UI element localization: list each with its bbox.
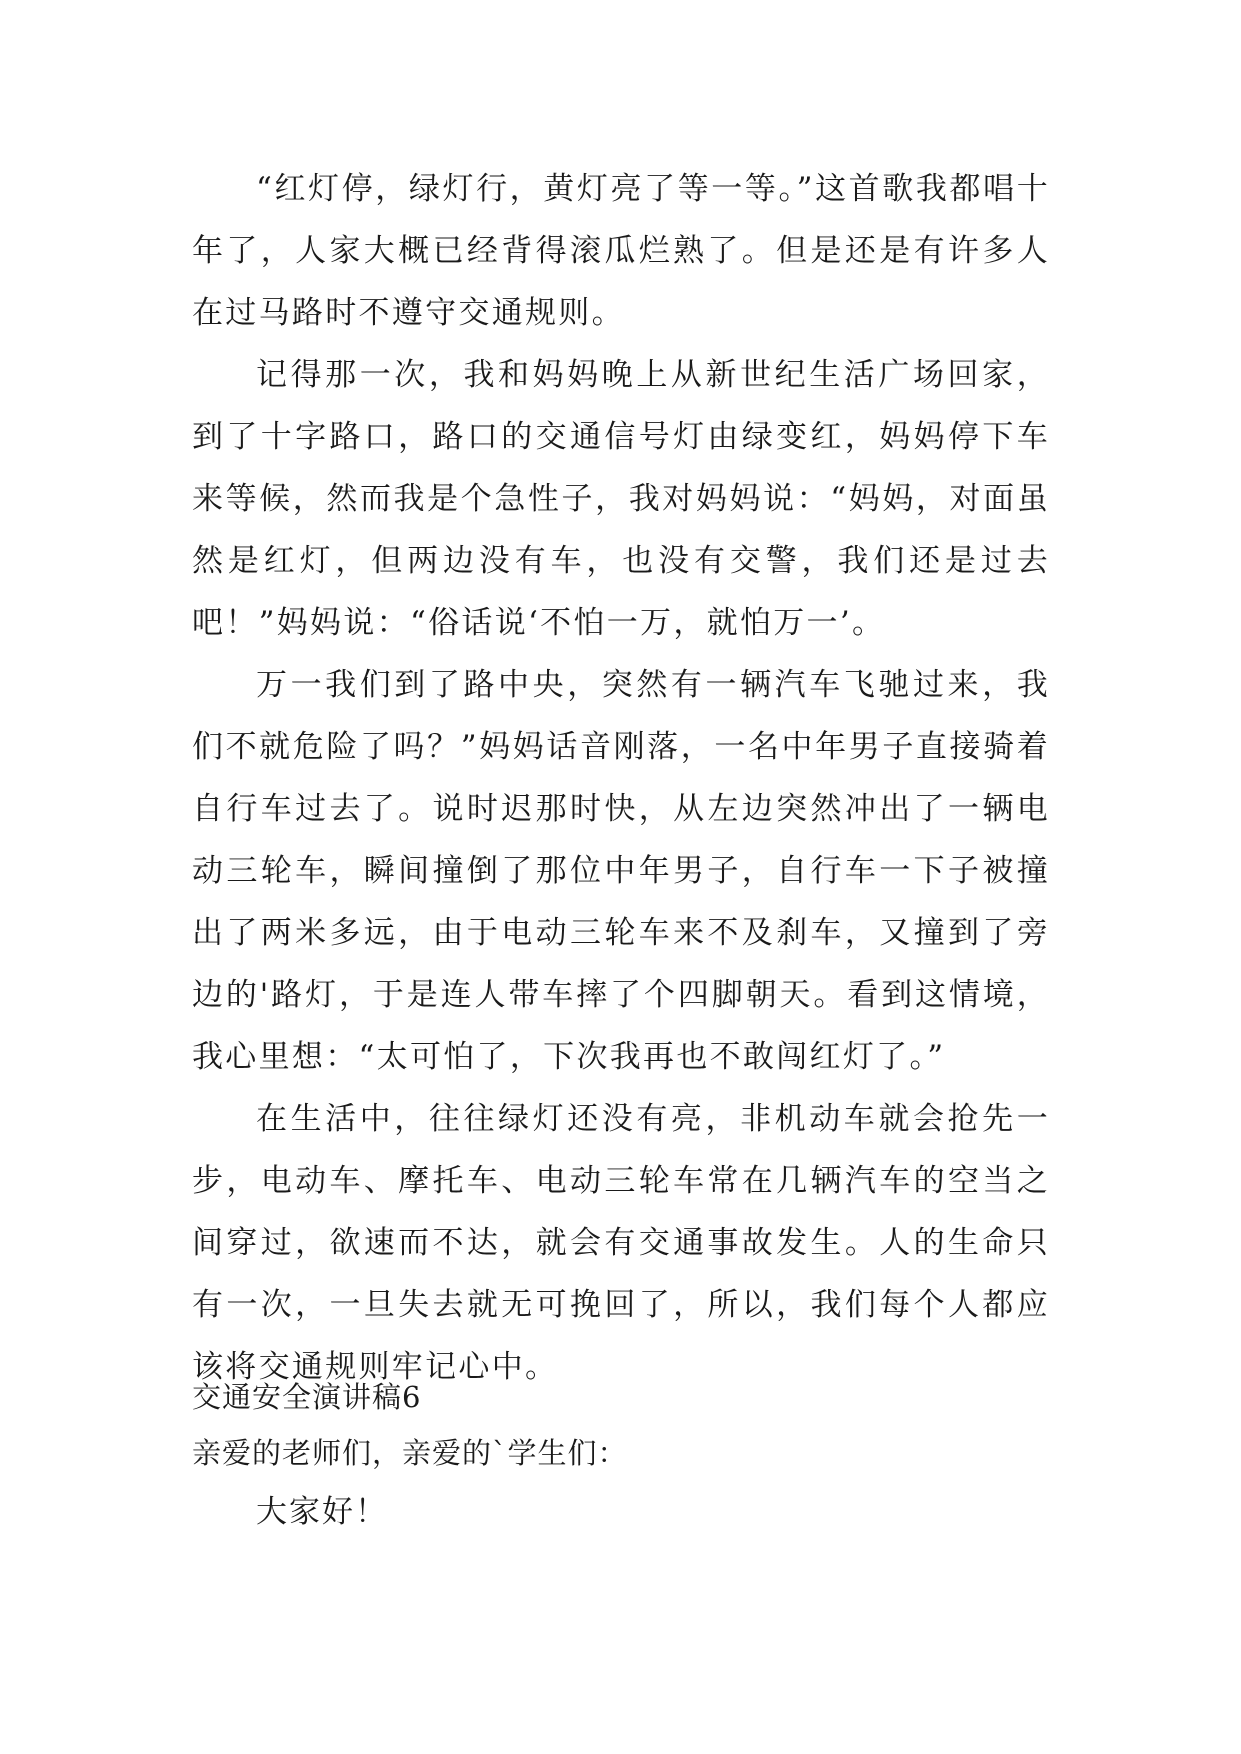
paragraph-1: “红灯停，绿灯行，黄灯亮了等一等。”这首歌我都唱十年了，人家大概已经背得滚瓜烂熟了。但是还是有许多人在过马路时不遵守交通规则。	[192, 171, 1050, 331]
section-title: 交通安全演讲稿6	[192, 1380, 422, 1414]
greeting: 大家好！	[256, 1494, 388, 1530]
salutation: 亲爱的老师们，亲爱的`学生们：	[192, 1436, 628, 1470]
paragraph-2: 记得那一次，我和妈妈晚上从新世纪生活广场回家，到了十字路口，路口的交通信号灯由绿变红，妈妈停下车来等候，然而我是个急性子，我对妈妈说：“妈妈，对面虽然是红灯，但两边没有车，也没有交警，我们还是过去吧！”妈妈说：“俗话说‘不怕一万，就怕万一’。	[192, 357, 1050, 641]
paragraph-3: 万一我们到了路中央，突然有一辆汽车飞驰过来，我们不就危险了吗？”妈妈话音刚落，一名中年男子直接骑着自行车过去了。说时迟那时快，从左边突然冲出了一辆电动三轮车，瞬间撞倒了那位中年男子，自行车一下子被撞出了两米多远，由于电动三轮车来不及刹车，又撞到了旁边的'路灯，于是连人带车摔了个四脚朝天。看到这情境，我心里想：“太可怕了，下次我再也不敢闯红灯了。”	[192, 667, 1050, 1075]
document-body	[192, 158, 1050, 1398]
paragraph-4: 在生活中，往往绿灯还没有亮，非机动车就会抢先一步，电动车、摩托车、电动三轮车常在几辆汽车的空当之间穿过，欲速而不达，就会有交通事故发生。人的生命只有一次，一旦失去就无可挽回了，所以，我们每个人都应该将交通规则牢记心中。	[192, 1101, 1050, 1385]
